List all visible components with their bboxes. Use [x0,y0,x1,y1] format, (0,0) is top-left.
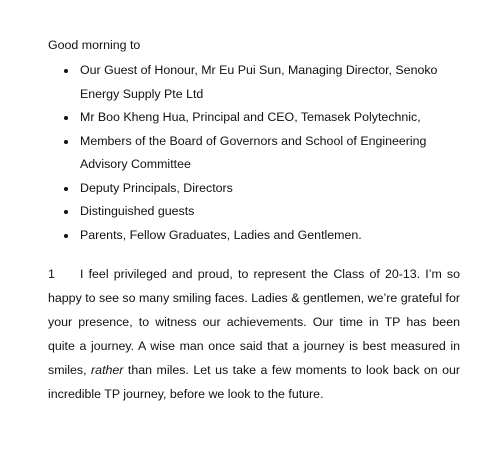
bullet-icon [64,234,68,238]
bullet-icon [64,140,68,144]
speech-paragraph [48,262,460,406]
addressee-item-board-members [48,130,460,177]
paragraph-text-end: than miles. Let us take a few moments to look back on our incredible TP journey, before we look to the future. [48,363,460,401]
addressee-item-deputy-principals [48,177,460,201]
bullet-icon [64,187,68,191]
bullet-icon [64,69,68,73]
addressee-item-parents [48,224,460,248]
addressee-item-distinguished-guests [48,200,460,224]
addressee-text: Parents, Fellow Graduates, Ladies and Gentlemen. [80,227,362,242]
paragraph-italic-word: rather [91,363,124,377]
paragraph-number: 1 [48,267,55,281]
addressee-item-guest-of-honour [48,59,460,106]
bullet-icon [64,210,68,214]
greeting-line: Good morning to [48,38,141,52]
addressee-text: Deputy Principals, Directors [80,180,233,195]
addressee-item-principal [48,106,460,130]
paragraph-text-start: I feel privileged and proud, to represent the Class of 20-13. I’m so happy to see so many smiling faces. Ladies & gentlemen, we’re grateful for your presence, to witness our achievements. Our time in TP has been quite a journey. A wise man once said that a journey is best measured in smiles, [48,267,460,377]
addressee-list [48,59,460,247]
addressee-text: Distinguished guests [80,204,195,218]
addressee-text: Our Guest of Honour, Mr Eu Pui Sun, Managing Director, Senoko Energy Supply Pte Ltd [80,63,438,101]
addressee-text: Members of the Board of Governors and School of Engineering Advisory Committee [80,133,427,171]
addressee-text: Mr Boo Kheng Hua, Principal and CEO, Temasek Polytechnic, [80,110,421,124]
bullet-icon [64,116,68,120]
